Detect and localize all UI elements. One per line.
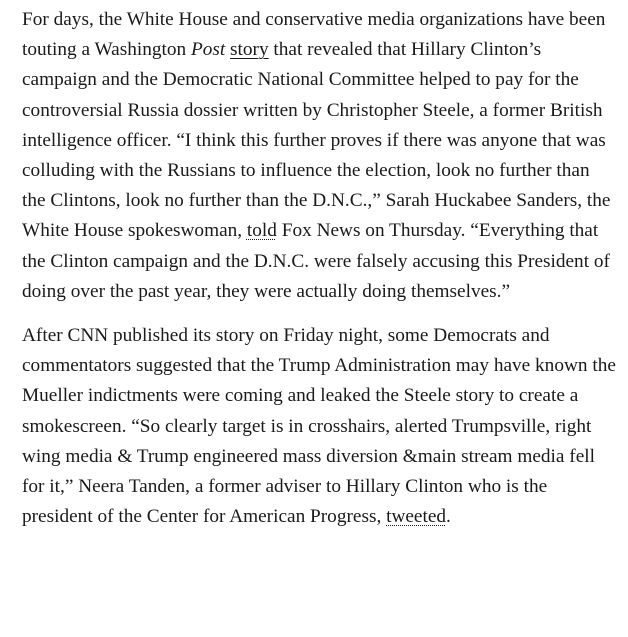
publication-name-post: Post	[190, 39, 226, 61]
paragraph-2-text-a: After CNN published its story on Friday night, some Democrats and commentators suggested that the Trump Administration may have known the Mueller indictments were coming and leaked the Steele story to create a smokescreen. “So clearly target is in crosshairs, alerted Trumpsville, right wing media & Trump engineered mass diversion &main stream media fell for it,” Neera Tanden, a former adviser to Hillary Clinton who is the president of the Center for American Progress,	[22, 325, 616, 528]
told-link[interactable]: told	[246, 220, 277, 242]
paragraph-1-text-c: Fox News on Thursday. “Everything that the Clinton campaign and the D.N.C. were falsely accusing this President of doing over the past year, they were actually doing themselves.”	[22, 220, 610, 302]
story-link[interactable]: story	[230, 39, 269, 61]
paragraph-2-period: .	[446, 506, 451, 528]
article-body	[22, 5, 617, 546]
paragraph-1-text-b: that revealed that Hillary Clinton’s campaign and the Democratic National Committee helped to pay for the controversial Russia dossier written by Christopher Steele, a former British intelligence officer. “I think this further proves if there was anyone that was colluding with the Russians to influence the election, look no further than the Clintons, look no further than the D.N.C.,” Sarah Huckabee Sanders, the White House spokeswoman,	[22, 39, 611, 242]
paragraph-1	[22, 5, 617, 307]
paragraph-2	[22, 321, 617, 532]
tweeted-link[interactable]: tweeted	[386, 506, 447, 528]
paragraph-1-text-a: For days, the White House and conservative media organizations have been touting a Washington	[22, 9, 606, 61]
